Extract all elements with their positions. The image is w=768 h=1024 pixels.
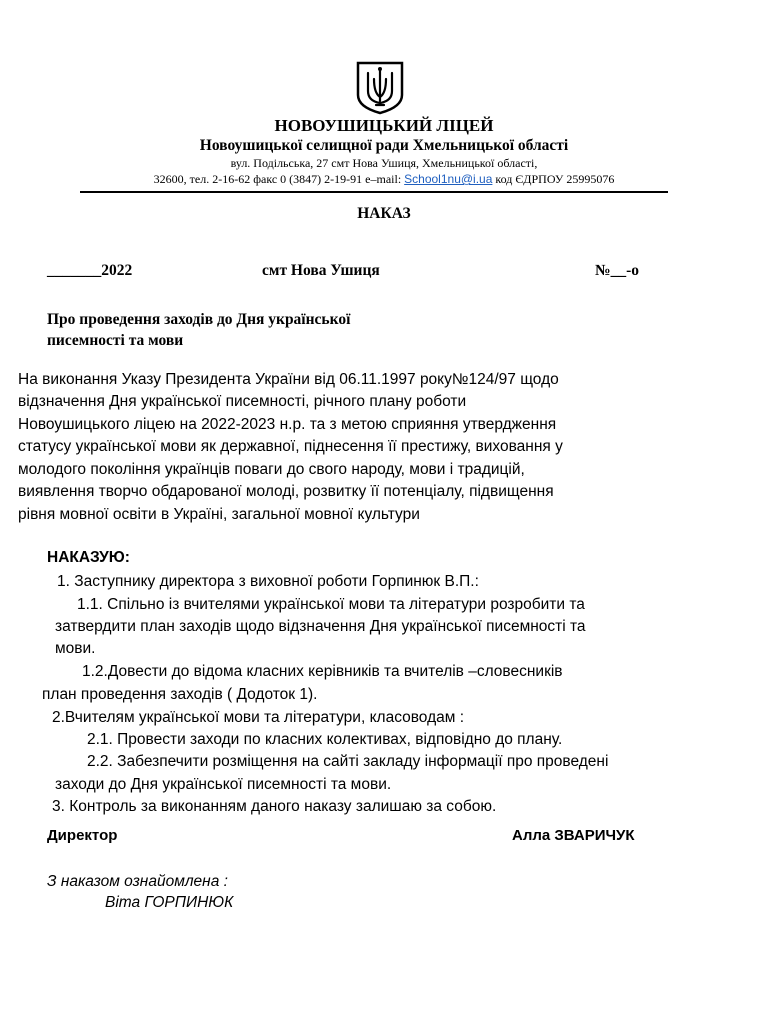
- preamble-line: Новоушицького ліцею на 2022-2023 н.р. та з метою сприяння утвердження: [18, 416, 557, 433]
- coat-of-arms-icon: [356, 61, 404, 115]
- subject-line-1: Про проведення заходів до Дня української: [47, 311, 351, 328]
- signatory-title: Директор: [47, 827, 118, 844]
- preamble-line: молодого покоління українців поваги до свого народу, мови і традицій,: [18, 461, 525, 478]
- email-link[interactable]: School1nu@i.ua: [404, 172, 493, 186]
- order-item: 2.Вчителям української мови та літератури, класоводам :: [52, 709, 465, 726]
- preamble-line: відзначення Дня української писемності, річного плану роботи: [18, 393, 467, 410]
- header-divider: [80, 191, 668, 193]
- subject-line-2: писемності та мови: [47, 332, 184, 349]
- order-item: мови.: [55, 640, 96, 657]
- preamble-line: рівня мовної освіти в Україні, загальної мовної культури: [18, 506, 420, 523]
- council-name: Новоушицької селищної ради Хмельницької області: [199, 137, 569, 154]
- signatory-name: Алла ЗВАРИЧУК: [512, 827, 635, 844]
- order-item: заходи до Дня української писемності та мови.: [55, 776, 392, 793]
- order-item: 1.2.Довести до відома класних керівників та вчителів –словесників: [82, 663, 563, 680]
- preamble-line: статусу української мови як державної, піднесення її престижу, виховання у: [18, 438, 563, 455]
- contacts: [0, 172, 768, 187]
- order-item: 2.1. Провести заходи по класних колективах, відповідно до плану.: [87, 731, 563, 748]
- order-item: 3. Контроль за виконанням даного наказу залишаю за собою.: [52, 798, 497, 815]
- order-date: _______2022: [47, 262, 133, 279]
- school-name: НОВОУШИЦЬКИЙ ЛІЦЕЙ: [274, 116, 494, 135]
- address: вул. Подільська, 27 смт Нова Ушиця, Хмельницької області,: [230, 156, 538, 170]
- preamble-line: виявлення творчо обдарованої молоді, розвитку її потенціалу, підвищення: [18, 483, 554, 500]
- acknowledgement-name: Віта ГОРПИНЮК: [105, 894, 234, 911]
- order-heading: НАКАЗУЮ:: [47, 549, 130, 566]
- preamble-line: На виконання Указу Президента України від 06.11.1997 року№124/97 щодо: [18, 371, 559, 388]
- order-item: 2.2. Забезпечити розміщення на сайті закладу інформації про проведені: [87, 753, 609, 770]
- contacts-suffix: код ЄДРПОУ 25995076: [492, 172, 615, 186]
- order-item: план проведення заходів ( Додоток 1).: [42, 686, 318, 703]
- doc-type: НАКАЗ: [357, 205, 411, 222]
- order-item: 1. Заступнику директора з виховної роботи Горпинюк В.П.:: [57, 573, 479, 590]
- order-item: 1.1. Спільно із вчителями української мови та літератури розробити та: [77, 596, 585, 613]
- acknowledgement-label: З наказом ознайомлена :: [47, 873, 228, 890]
- contacts-prefix: 32600, тел. 2-16-62 факс 0 (3847) 2-19-91 e–mail:: [153, 172, 405, 186]
- order-item: затвердити план заходів щодо відзначення Дня української писемності та: [55, 618, 586, 635]
- order-place: смт Нова Ушиця: [262, 262, 380, 279]
- order-number: №__-о: [595, 262, 639, 279]
